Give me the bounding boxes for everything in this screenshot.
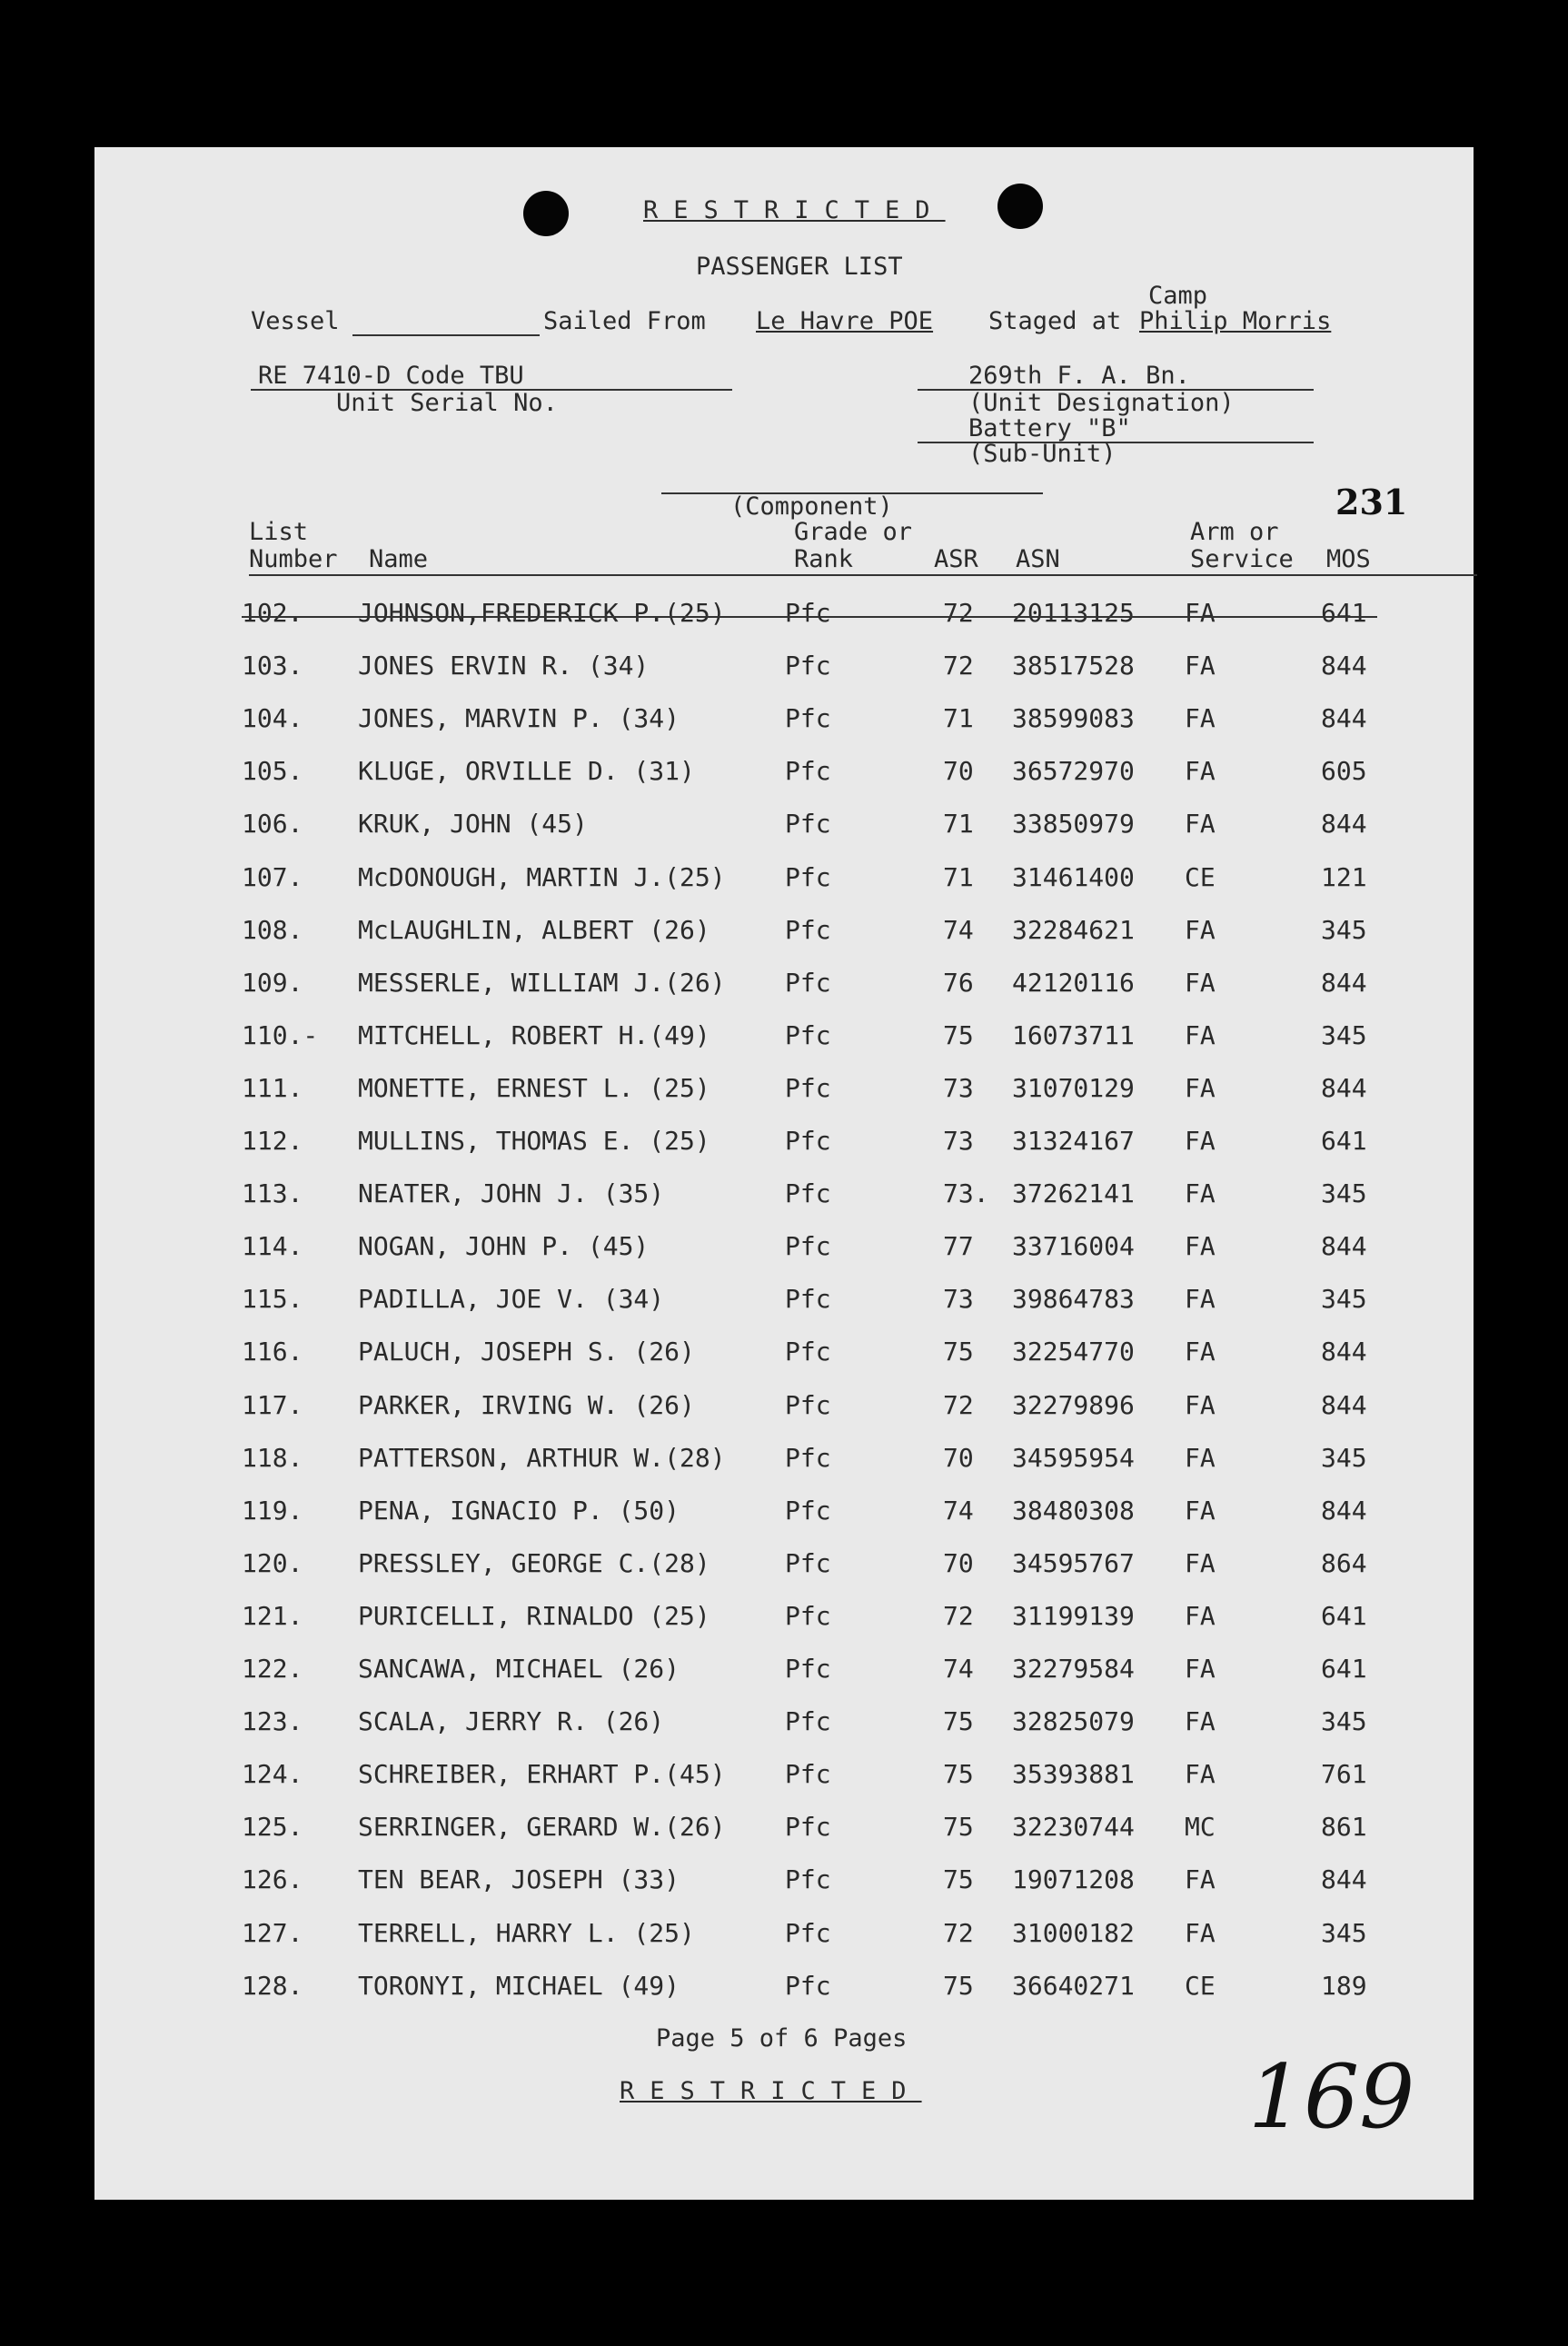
grade-cell: Pfc bbox=[785, 1231, 831, 1262]
list-number-cell: 128. bbox=[242, 1970, 303, 2001]
arm-cell: FA bbox=[1185, 1917, 1216, 1948]
grade-cell: Pfc bbox=[785, 598, 831, 628]
table-row bbox=[94, 1864, 1474, 1901]
list-number-cell: 119. bbox=[242, 1495, 303, 1526]
arm-cell: FA bbox=[1185, 1284, 1216, 1315]
asr-cell: 72 bbox=[943, 651, 974, 681]
table-row bbox=[94, 1654, 1474, 1690]
col-asr: ASR bbox=[934, 545, 978, 573]
grade-cell: Pfc bbox=[785, 1600, 831, 1631]
name-cell: JONES, MARVIN P. (34) bbox=[358, 703, 680, 734]
mos-cell: 844 bbox=[1321, 1389, 1367, 1420]
mos-cell: 641 bbox=[1321, 1600, 1367, 1631]
arm-cell: FA bbox=[1185, 1126, 1216, 1156]
table-row bbox=[94, 1284, 1474, 1320]
asn-cell: 38517528 bbox=[1012, 651, 1135, 681]
grade-cell: Pfc bbox=[785, 1547, 831, 1578]
camp-label: Camp bbox=[1148, 282, 1208, 310]
handwritten-number: 169 bbox=[1248, 2046, 1415, 2148]
list-number-cell: 109. bbox=[242, 967, 303, 998]
list-number-cell: 118. bbox=[242, 1442, 303, 1473]
list-number-cell: 116. bbox=[242, 1337, 303, 1367]
asr-cell: 75 bbox=[943, 1706, 974, 1737]
table-row bbox=[94, 1337, 1474, 1373]
arm-cell: FA bbox=[1185, 1706, 1216, 1737]
table-row bbox=[94, 703, 1474, 740]
name-cell: PURICELLI, RINALDO (25) bbox=[358, 1600, 710, 1631]
arm-cell: CE bbox=[1185, 1970, 1216, 2001]
arm-cell: FA bbox=[1185, 598, 1216, 628]
list-number-cell: 105. bbox=[242, 756, 303, 787]
mos-cell: 861 bbox=[1321, 1812, 1367, 1843]
mos-cell: 641 bbox=[1321, 1654, 1367, 1684]
list-number-cell: 124. bbox=[242, 1759, 303, 1790]
grade-cell: Pfc bbox=[785, 1495, 831, 1526]
arm-cell: FA bbox=[1185, 914, 1216, 945]
list-number-cell: 126. bbox=[242, 1864, 303, 1895]
table-row bbox=[94, 598, 1474, 634]
grade-cell: Pfc bbox=[785, 1389, 831, 1420]
asn-cell: 31070129 bbox=[1012, 1072, 1135, 1103]
asr-cell: 70 bbox=[943, 1442, 974, 1473]
table-row bbox=[94, 1020, 1474, 1057]
col-name: Name bbox=[369, 545, 429, 573]
name-cell: SERRINGER, GERARD W.(26) bbox=[358, 1812, 726, 1843]
asr-cell: 73 bbox=[943, 1072, 974, 1103]
grade-cell: Pfc bbox=[785, 809, 831, 840]
asr-cell: 73 bbox=[943, 1126, 974, 1156]
asn-cell: 32230744 bbox=[1012, 1812, 1135, 1843]
list-number-cell: 103. bbox=[242, 651, 303, 681]
name-cell: MITCHELL, ROBERT H.(49) bbox=[358, 1019, 710, 1050]
table-row bbox=[94, 915, 1474, 951]
list-number-cell: 112. bbox=[242, 1126, 303, 1156]
table-row bbox=[94, 809, 1474, 845]
col-grade-2: Rank bbox=[794, 545, 854, 573]
asr-cell: 72 bbox=[943, 1600, 974, 1631]
name-cell: PADILLA, JOE V. (34) bbox=[358, 1284, 665, 1315]
list-number-cell: 123. bbox=[242, 1706, 303, 1737]
asn-cell: 20113125 bbox=[1012, 598, 1135, 628]
asn-cell: 31461400 bbox=[1012, 861, 1135, 892]
table-row bbox=[94, 862, 1474, 899]
grade-cell: Pfc bbox=[785, 1706, 831, 1737]
name-cell: MESSERLE, WILLIAM J.(26) bbox=[358, 967, 726, 998]
table-row bbox=[94, 1812, 1474, 1848]
list-number-cell: 122. bbox=[242, 1654, 303, 1684]
name-cell: KRUK, JOHN (45) bbox=[358, 809, 588, 840]
asn-cell: 33716004 bbox=[1012, 1231, 1135, 1262]
asr-cell: 72 bbox=[943, 598, 974, 628]
punch-hole-right bbox=[997, 184, 1043, 229]
name-cell: PARKER, IRVING W. (26) bbox=[358, 1389, 695, 1420]
asr-cell: 72 bbox=[943, 1389, 974, 1420]
grade-cell: Pfc bbox=[785, 1019, 831, 1050]
list-number-cell: 127. bbox=[242, 1917, 303, 1948]
mos-cell: 605 bbox=[1321, 756, 1367, 787]
asn-cell: 31324167 bbox=[1012, 1126, 1135, 1156]
name-cell: PENA, IGNACIO P. (50) bbox=[358, 1495, 680, 1526]
strikethrough-line bbox=[242, 616, 1377, 618]
mos-cell: 345 bbox=[1321, 914, 1367, 945]
asr-cell: 70 bbox=[943, 756, 974, 787]
list-number-cell: 114. bbox=[242, 1231, 303, 1262]
grade-cell: Pfc bbox=[785, 651, 831, 681]
sub-unit-label: (Sub-Unit) bbox=[968, 440, 1116, 468]
mos-cell: 844 bbox=[1321, 1495, 1367, 1526]
mos-cell: 345 bbox=[1321, 1442, 1367, 1473]
grade-cell: Pfc bbox=[785, 1654, 831, 1684]
name-cell: MULLINS, THOMAS E. (25) bbox=[358, 1126, 710, 1156]
asr-cell: 73. bbox=[943, 1178, 989, 1209]
arm-cell: MC bbox=[1185, 1812, 1216, 1843]
mos-cell: 345 bbox=[1321, 1706, 1367, 1737]
table-row bbox=[94, 756, 1474, 792]
table-row bbox=[94, 1126, 1474, 1162]
sub-unit-value: Battery "B" bbox=[968, 414, 1131, 442]
col-arm-2: Service bbox=[1190, 545, 1294, 573]
re-code: RE 7410-D Code TBU bbox=[258, 362, 524, 390]
table-row bbox=[94, 1178, 1474, 1215]
asn-cell: 34595767 bbox=[1012, 1547, 1135, 1578]
mos-cell: 864 bbox=[1321, 1547, 1367, 1578]
name-cell: TEN BEAR, JOSEPH (33) bbox=[358, 1864, 680, 1895]
name-cell: TERRELL, HARRY L. (25) bbox=[358, 1917, 695, 1948]
grade-cell: Pfc bbox=[785, 1178, 831, 1209]
name-cell: SCHREIBER, ERHART P.(45) bbox=[358, 1759, 726, 1790]
mos-cell: 641 bbox=[1321, 598, 1367, 628]
asr-cell: 75 bbox=[943, 1864, 974, 1895]
list-number-cell: 125. bbox=[242, 1812, 303, 1843]
unit-designation-value: 269th F. A. Bn. bbox=[968, 362, 1190, 390]
grade-cell: Pfc bbox=[785, 1126, 831, 1156]
col-list-number-2: Number bbox=[249, 545, 338, 573]
asn-cell: 31199139 bbox=[1012, 1600, 1135, 1631]
mos-cell: 844 bbox=[1321, 1337, 1367, 1367]
mos-cell: 761 bbox=[1321, 1759, 1367, 1790]
asn-cell: 16073711 bbox=[1012, 1019, 1135, 1050]
grade-cell: Pfc bbox=[785, 1970, 831, 2001]
table-row bbox=[94, 1918, 1474, 1954]
mos-cell: 345 bbox=[1321, 1917, 1367, 1948]
sailed-from-label: Sailed From bbox=[543, 307, 706, 335]
header-rule bbox=[249, 574, 1477, 576]
grade-cell: Pfc bbox=[785, 1284, 831, 1315]
asr-cell: 71 bbox=[943, 861, 974, 892]
table-row bbox=[94, 1706, 1474, 1743]
arm-cell: FA bbox=[1185, 1019, 1216, 1050]
arm-cell: FA bbox=[1185, 756, 1216, 787]
mos-cell: 844 bbox=[1321, 1072, 1367, 1103]
arm-cell: FA bbox=[1185, 651, 1216, 681]
col-asn: ASN bbox=[1016, 545, 1060, 573]
page-count: Page 5 of 6 Pages bbox=[656, 2024, 908, 2053]
grade-cell: Pfc bbox=[785, 1072, 831, 1103]
list-number-cell: 102. bbox=[242, 598, 303, 628]
asr-cell: 72 bbox=[943, 1917, 974, 1948]
table-row bbox=[94, 1496, 1474, 1532]
asn-cell: 34595954 bbox=[1012, 1442, 1135, 1473]
mos-cell: 844 bbox=[1321, 651, 1367, 681]
staged-label: Staged at bbox=[988, 307, 1122, 335]
grade-cell: Pfc bbox=[785, 1759, 831, 1790]
asr-cell: 76 bbox=[943, 967, 974, 998]
name-cell: KLUGE, ORVILLE D. (31) bbox=[358, 756, 695, 787]
list-number-cell: 120. bbox=[242, 1547, 303, 1578]
name-cell: TORONYI, MICHAEL (49) bbox=[358, 1970, 680, 2001]
name-cell: SANCAWA, MICHAEL (26) bbox=[358, 1654, 680, 1684]
asn-cell: 19071208 bbox=[1012, 1864, 1135, 1895]
name-cell: MONETTE, ERNEST L. (25) bbox=[358, 1072, 710, 1103]
table-row bbox=[94, 1073, 1474, 1109]
name-cell: JOHNSON,FREDERICK P.(25) bbox=[358, 598, 726, 628]
arm-cell: FA bbox=[1185, 1654, 1216, 1684]
list-number-cell: 117. bbox=[242, 1389, 303, 1420]
asr-cell: 75 bbox=[943, 1970, 974, 2001]
arm-cell: FA bbox=[1185, 1337, 1216, 1367]
arm-cell: FA bbox=[1185, 1178, 1216, 1209]
document-sheet bbox=[94, 147, 1474, 2200]
table-row bbox=[94, 651, 1474, 687]
mos-cell: 844 bbox=[1321, 967, 1367, 998]
grade-cell: Pfc bbox=[785, 1337, 831, 1367]
name-cell: PRESSLEY, GEORGE C.(28) bbox=[358, 1547, 710, 1578]
col-grade-1: Grade or bbox=[794, 518, 913, 546]
asn-cell: 42120116 bbox=[1012, 967, 1135, 998]
arm-cell: FA bbox=[1185, 1547, 1216, 1578]
table-row bbox=[94, 1548, 1474, 1585]
mos-cell: 189 bbox=[1321, 1970, 1367, 2001]
name-cell: PATTERSON, ARTHUR W.(28) bbox=[358, 1442, 726, 1473]
asn-cell: 32279584 bbox=[1012, 1654, 1135, 1684]
punch-hole-left bbox=[523, 191, 569, 236]
vessel-blank bbox=[352, 334, 540, 336]
document-title: PASSENGER LIST bbox=[696, 253, 903, 281]
asn-cell: 31000182 bbox=[1012, 1917, 1135, 1948]
asn-cell: 37262141 bbox=[1012, 1178, 1135, 1209]
arm-cell: FA bbox=[1185, 1072, 1216, 1103]
asr-cell: 75 bbox=[943, 1759, 974, 1790]
grade-cell: Pfc bbox=[785, 1812, 831, 1843]
arm-cell: FA bbox=[1185, 967, 1216, 998]
mos-cell: 641 bbox=[1321, 1126, 1367, 1156]
name-cell: SCALA, JERRY R. (26) bbox=[358, 1706, 665, 1737]
list-number-cell: 106. bbox=[242, 809, 303, 840]
asr-cell: 73 bbox=[943, 1284, 974, 1315]
asr-cell: 75 bbox=[943, 1337, 974, 1367]
sailed-from-value: Le Havre POE bbox=[756, 307, 934, 335]
list-number-cell: 113. bbox=[242, 1178, 303, 1209]
asr-cell: 74 bbox=[943, 1495, 974, 1526]
asn-cell: 32279896 bbox=[1012, 1389, 1135, 1420]
unit-serial-label: Unit Serial No. bbox=[336, 389, 558, 417]
grade-cell: Pfc bbox=[785, 1917, 831, 1948]
asr-cell: 75 bbox=[943, 1019, 974, 1050]
asr-cell: 71 bbox=[943, 809, 974, 840]
arm-cell: CE bbox=[1185, 861, 1216, 892]
name-cell: JONES ERVIN R. (34) bbox=[358, 651, 650, 681]
asn-cell: 38480308 bbox=[1012, 1495, 1135, 1526]
asn-cell: 33850979 bbox=[1012, 809, 1135, 840]
arm-cell: FA bbox=[1185, 703, 1216, 734]
asn-cell: 32254770 bbox=[1012, 1337, 1135, 1367]
name-cell: McLAUGHLIN, ALBERT (26) bbox=[358, 914, 710, 945]
vessel-label: Vessel bbox=[251, 307, 340, 335]
mos-cell: 844 bbox=[1321, 809, 1367, 840]
asn-cell: 36572970 bbox=[1012, 756, 1135, 787]
restricted-footer: RESTRICTED bbox=[620, 2077, 922, 2105]
mos-cell: 345 bbox=[1321, 1284, 1367, 1315]
list-number-cell: 121. bbox=[242, 1600, 303, 1631]
list-number-cell: 110.- bbox=[242, 1019, 319, 1050]
asn-cell: 32825079 bbox=[1012, 1706, 1135, 1737]
asr-cell: 74 bbox=[943, 914, 974, 945]
grade-cell: Pfc bbox=[785, 914, 831, 945]
list-number-cell: 115. bbox=[242, 1284, 303, 1315]
grade-cell: Pfc bbox=[785, 703, 831, 734]
name-cell: NOGAN, JOHN P. (45) bbox=[358, 1231, 650, 1262]
mos-cell: 844 bbox=[1321, 1231, 1367, 1262]
mos-cell: 844 bbox=[1321, 1864, 1367, 1895]
list-number-cell: 111. bbox=[242, 1072, 303, 1103]
asn-cell: 35393881 bbox=[1012, 1759, 1135, 1790]
name-cell: PALUCH, JOSEPH S. (26) bbox=[358, 1337, 695, 1367]
col-list-number-1: List bbox=[249, 518, 309, 546]
grade-cell: Pfc bbox=[785, 756, 831, 787]
arm-cell: FA bbox=[1185, 1495, 1216, 1526]
name-cell: NEATER, JOHN J. (35) bbox=[358, 1178, 665, 1209]
asr-cell: 75 bbox=[943, 1812, 974, 1843]
table-row bbox=[94, 1601, 1474, 1637]
asn-cell: 39864783 bbox=[1012, 1284, 1135, 1315]
page-stamp: 231 bbox=[1335, 482, 1408, 522]
name-cell: McDONOUGH, MARTIN J.(25) bbox=[358, 861, 726, 892]
component-label: (Component) bbox=[730, 492, 893, 521]
restricted-header: RESTRICTED bbox=[643, 196, 946, 224]
list-number-cell: 108. bbox=[242, 914, 303, 945]
mos-cell: 345 bbox=[1321, 1019, 1367, 1050]
asr-cell: 74 bbox=[943, 1654, 974, 1684]
asn-cell: 36640271 bbox=[1012, 1970, 1135, 2001]
arm-cell: FA bbox=[1185, 1442, 1216, 1473]
asn-cell: 32284621 bbox=[1012, 914, 1135, 945]
mos-cell: 121 bbox=[1321, 861, 1367, 892]
arm-cell: FA bbox=[1185, 1600, 1216, 1631]
table-row bbox=[94, 1443, 1474, 1479]
mos-cell: 345 bbox=[1321, 1178, 1367, 1209]
table-row bbox=[94, 1971, 1474, 2007]
arm-cell: FA bbox=[1185, 1864, 1216, 1895]
unit-designation-label: (Unit Designation) bbox=[968, 389, 1235, 417]
grade-cell: Pfc bbox=[785, 1864, 831, 1895]
grade-cell: Pfc bbox=[785, 967, 831, 998]
col-mos: MOS bbox=[1326, 545, 1371, 573]
asr-cell: 70 bbox=[943, 1547, 974, 1578]
table-row bbox=[94, 1759, 1474, 1795]
asr-cell: 77 bbox=[943, 1231, 974, 1262]
arm-cell: FA bbox=[1185, 809, 1216, 840]
table-row bbox=[94, 1231, 1474, 1267]
staged-value: Philip Morris bbox=[1139, 307, 1332, 335]
table-row bbox=[94, 968, 1474, 1004]
table-row bbox=[94, 1390, 1474, 1426]
col-arm-1: Arm or bbox=[1190, 518, 1279, 546]
arm-cell: FA bbox=[1185, 1231, 1216, 1262]
arm-cell: FA bbox=[1185, 1389, 1216, 1420]
asr-cell: 71 bbox=[943, 703, 974, 734]
arm-cell: FA bbox=[1185, 1759, 1216, 1790]
mos-cell: 844 bbox=[1321, 703, 1367, 734]
grade-cell: Pfc bbox=[785, 861, 831, 892]
list-number-cell: 107. bbox=[242, 861, 303, 892]
grade-cell: Pfc bbox=[785, 1442, 831, 1473]
list-number-cell: 104. bbox=[242, 703, 303, 734]
asn-cell: 38599083 bbox=[1012, 703, 1135, 734]
